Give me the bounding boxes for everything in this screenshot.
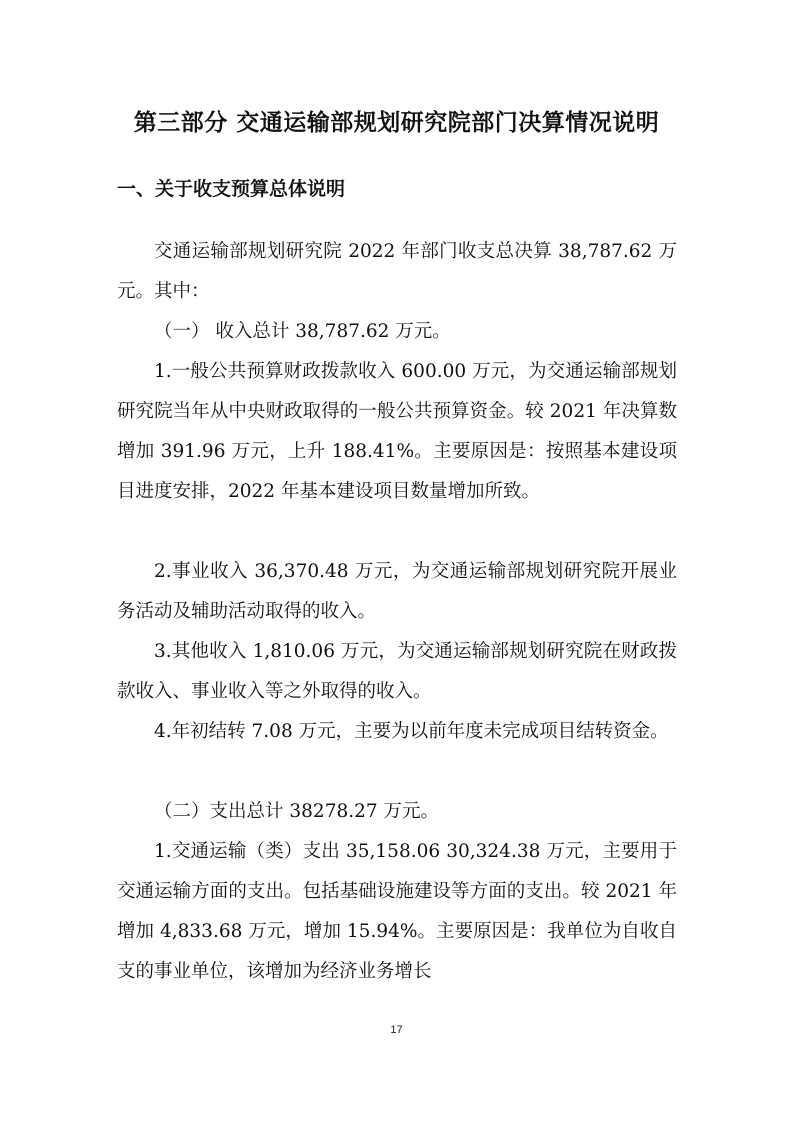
page-title: 第三部分 交通运输部规划研究院部门决算情况说明 bbox=[133, 110, 660, 136]
paragraph-text: 1.一般公共预算财政拨款收入 600.00 万元，为交通运输部规划研究院当年从中央财政取得的一般公共预算资金。较 2021 年决算数增加 391.96 万元，上升 188.41%。主要原因是：按照基本建设项目进度安排，2022 年基本建设项目数量增加所致。 bbox=[117, 361, 677, 502]
paragraph-text: 1.交通运输（类）支出 35,158.06 30,324.38 万元，主要用于交通运输方面的支出。包括基础设施建设等方面的支出。较 2021 年增加 4,833.68 万元，增加 15.94%。主要原因是：我单位为自收自支的事业单位，该增加为经济业务增长 bbox=[117, 841, 677, 982]
paragraph-text: 4.年初结转 7.08 万元，主要为以前年度未完成项目结转资金。 bbox=[154, 721, 669, 742]
paragraph-text: 2.事业收入 36,370.48 万元，为交通运输部规划研究院开展业务活动及辅助活动取得的收入。 bbox=[117, 561, 677, 622]
paragraph-business-income bbox=[117, 552, 677, 632]
page-number: 17 bbox=[390, 1024, 403, 1036]
paragraph-text: 3.其他收入 1,810.06 万元，为交通运输部规划研究院在财政拨款收入、事业收入等之外取得的收入。 bbox=[117, 641, 677, 702]
paragraph-text: （二）支出总计 38278.27 万元。 bbox=[154, 801, 440, 822]
paragraph-text: 交通运输部规划研究院 2022 年部门收支总决算 38,787.62 万元。其中： bbox=[117, 241, 677, 302]
paragraph-fiscal-income bbox=[117, 352, 677, 512]
section-heading: 一、关于收支预算总体说明 bbox=[117, 178, 346, 200]
paragraph-carryover bbox=[117, 712, 677, 752]
paragraph-summary bbox=[117, 232, 677, 312]
paragraph-income-total bbox=[117, 312, 677, 352]
paragraph-text: （一） 收入总计 38,787.62 万元。 bbox=[154, 321, 451, 342]
paragraph-other-income bbox=[117, 632, 677, 712]
paragraph-expense-total bbox=[117, 792, 677, 832]
paragraph-transport-expense bbox=[117, 832, 677, 992]
